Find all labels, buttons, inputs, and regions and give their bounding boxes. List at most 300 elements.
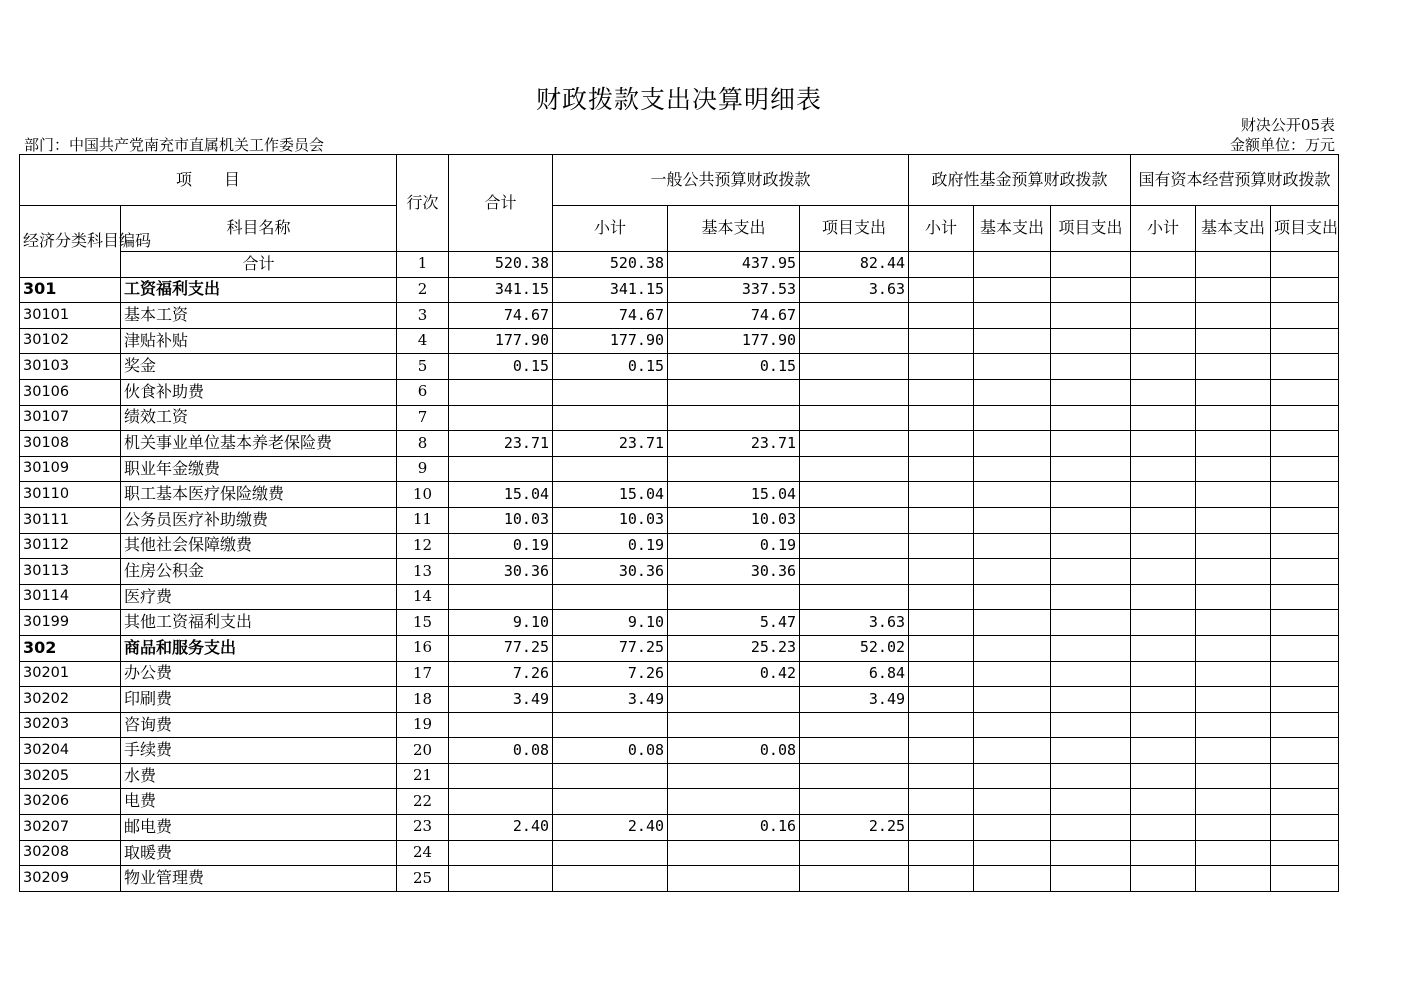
empty-cell — [1271, 252, 1339, 278]
row-name: 物业管理费 — [121, 866, 397, 892]
total-subtotal: 520.38 — [553, 252, 668, 278]
empty-cell — [1131, 687, 1196, 713]
empty-cell — [909, 303, 974, 329]
empty-cell — [1271, 277, 1339, 303]
row-code: 30113 — [20, 559, 121, 585]
empty-cell — [1131, 789, 1196, 815]
table-row — [20, 840, 1339, 866]
table-row — [20, 431, 1339, 457]
row-name: 机关事业单位基本养老保险费 — [121, 431, 397, 457]
row-project — [800, 456, 909, 482]
header-name: 科目名称 — [121, 206, 397, 252]
empty-cell — [1196, 738, 1271, 764]
empty-cell — [1131, 584, 1196, 610]
row-total — [449, 763, 553, 789]
empty-cell — [1051, 431, 1131, 457]
empty-cell — [1131, 303, 1196, 329]
header-state-capital: 国有资本经营预算财政拨款 — [1131, 155, 1339, 206]
table-row — [20, 763, 1339, 789]
table-row — [20, 610, 1339, 636]
empty-cell — [1131, 405, 1196, 431]
row-basic — [668, 405, 800, 431]
table-row — [20, 405, 1339, 431]
empty-cell — [974, 482, 1051, 508]
row-total: 77.25 — [449, 635, 553, 661]
row-project — [800, 559, 909, 585]
empty-cell — [1271, 584, 1339, 610]
row-total — [449, 379, 553, 405]
empty-cell — [1051, 610, 1131, 636]
empty-cell — [1051, 482, 1131, 508]
header-capital-basic: 基本支出 — [1196, 206, 1271, 252]
empty-cell — [1196, 866, 1271, 892]
row-project — [800, 405, 909, 431]
row-name: 邮电费 — [121, 815, 397, 841]
row-subtotal: 77.25 — [553, 635, 668, 661]
row-number: 9 — [397, 456, 449, 482]
row-total — [449, 584, 553, 610]
empty-cell — [909, 559, 974, 585]
table-row — [20, 635, 1339, 661]
empty-cell — [1051, 584, 1131, 610]
row-basic — [668, 866, 800, 892]
row-subtotal: 9.10 — [553, 610, 668, 636]
row-code: 30102 — [20, 328, 121, 354]
row-number: 11 — [397, 507, 449, 533]
row-code: 30205 — [20, 763, 121, 789]
row-project: 3.63 — [800, 610, 909, 636]
row-code: 30109 — [20, 456, 121, 482]
empty-cell — [974, 303, 1051, 329]
table-row — [20, 738, 1339, 764]
empty-cell — [1196, 712, 1271, 738]
row-project: 6.84 — [800, 661, 909, 687]
empty-cell — [1131, 507, 1196, 533]
empty-cell — [1051, 687, 1131, 713]
row-code: 30202 — [20, 687, 121, 713]
row-project — [800, 712, 909, 738]
empty-cell — [1196, 584, 1271, 610]
row-project — [800, 431, 909, 457]
row-number: 24 — [397, 840, 449, 866]
empty-cell — [909, 507, 974, 533]
table-row — [20, 303, 1339, 329]
empty-cell — [1196, 405, 1271, 431]
row-total — [449, 456, 553, 482]
empty-cell — [1196, 635, 1271, 661]
empty-cell — [1196, 789, 1271, 815]
row-name: 公务员医疗补助缴费 — [121, 507, 397, 533]
empty-cell — [1051, 328, 1131, 354]
empty-cell — [974, 405, 1051, 431]
empty-cell — [1131, 866, 1196, 892]
row-name: 办公费 — [121, 661, 397, 687]
row-basic: 15.04 — [668, 482, 800, 508]
empty-cell — [909, 815, 974, 841]
row-total: 177.90 — [449, 328, 553, 354]
row-project — [800, 763, 909, 789]
empty-cell — [909, 661, 974, 687]
empty-cell — [1196, 482, 1271, 508]
empty-cell — [1271, 712, 1339, 738]
row-code: 30207 — [20, 815, 121, 841]
empty-cell — [909, 687, 974, 713]
empty-cell — [1271, 635, 1339, 661]
total-total: 520.38 — [449, 252, 553, 278]
header-general-basic: 基本支出 — [668, 206, 800, 252]
row-subtotal — [553, 379, 668, 405]
row-number: 20 — [397, 738, 449, 764]
empty-cell — [1271, 840, 1339, 866]
row-code: 30204 — [20, 738, 121, 764]
row-code: 30206 — [20, 789, 121, 815]
empty-cell — [1271, 431, 1339, 457]
empty-cell — [1131, 431, 1196, 457]
empty-cell — [1196, 303, 1271, 329]
empty-cell — [974, 328, 1051, 354]
empty-cell — [974, 584, 1051, 610]
row-total: 10.03 — [449, 507, 553, 533]
row-project: 2.25 — [800, 815, 909, 841]
row-name: 咨询费 — [121, 712, 397, 738]
empty-cell — [1051, 303, 1131, 329]
empty-cell — [1131, 815, 1196, 841]
total-label: 合计 — [121, 252, 397, 278]
row-name: 医疗费 — [121, 584, 397, 610]
empty-cell — [1271, 815, 1339, 841]
table-row — [20, 354, 1339, 380]
row-project — [800, 584, 909, 610]
empty-cell — [1051, 456, 1131, 482]
empty-cell — [1131, 533, 1196, 559]
row-basic: 10.03 — [668, 507, 800, 533]
row-subtotal: 341.15 — [553, 277, 668, 303]
empty-cell — [1196, 559, 1271, 585]
empty-cell — [909, 840, 974, 866]
row-number: 18 — [397, 687, 449, 713]
row-total: 0.08 — [449, 738, 553, 764]
empty-cell — [1131, 840, 1196, 866]
empty-cell — [909, 456, 974, 482]
table-row — [20, 712, 1339, 738]
empty-cell — [1271, 328, 1339, 354]
row-name: 取暖费 — [121, 840, 397, 866]
row-name: 印刷费 — [121, 687, 397, 713]
table-row — [20, 584, 1339, 610]
row-number: 19 — [397, 712, 449, 738]
empty-cell — [1131, 252, 1196, 278]
row-subtotal: 74.67 — [553, 303, 668, 329]
row-project — [800, 840, 909, 866]
row-total: 341.15 — [449, 277, 553, 303]
table-row — [20, 559, 1339, 585]
empty-cell — [909, 431, 974, 457]
empty-cell — [1196, 354, 1271, 380]
empty-cell — [974, 559, 1051, 585]
empty-cell — [1131, 559, 1196, 585]
row-basic: 337.53 — [668, 277, 800, 303]
empty-cell — [1196, 379, 1271, 405]
row-basic: 5.47 — [668, 610, 800, 636]
row-basic — [668, 584, 800, 610]
empty-cell — [1051, 815, 1131, 841]
empty-cell — [909, 354, 974, 380]
row-basic — [668, 687, 800, 713]
row-subtotal: 177.90 — [553, 328, 668, 354]
empty-cell — [1131, 738, 1196, 764]
row-name: 职业年金缴费 — [121, 456, 397, 482]
row-number: 23 — [397, 815, 449, 841]
empty-cell — [974, 815, 1051, 841]
row-subtotal: 0.08 — [553, 738, 668, 764]
empty-cell — [1196, 687, 1271, 713]
row-total: 15.04 — [449, 482, 553, 508]
row-total: 30.36 — [449, 559, 553, 585]
empty-cell — [974, 738, 1051, 764]
empty-cell — [1051, 738, 1131, 764]
empty-cell — [1271, 405, 1339, 431]
empty-cell — [1131, 610, 1196, 636]
row-subtotal: 30.36 — [553, 559, 668, 585]
row-basic: 0.19 — [668, 533, 800, 559]
row-code: 30110 — [20, 482, 121, 508]
header-general-project: 项目支出 — [800, 206, 909, 252]
row-code: 30106 — [20, 379, 121, 405]
row-number: 17 — [397, 661, 449, 687]
row-basic: 30.36 — [668, 559, 800, 585]
empty-cell — [1131, 456, 1196, 482]
row-subtotal — [553, 763, 668, 789]
row-project — [800, 328, 909, 354]
empty-cell — [1051, 277, 1131, 303]
empty-cell — [974, 354, 1051, 380]
table-row — [20, 379, 1339, 405]
row-number: 4 — [397, 328, 449, 354]
row-code: 30103 — [20, 354, 121, 380]
row-subtotal: 3.49 — [553, 687, 668, 713]
row-basic — [668, 456, 800, 482]
empty-cell — [1131, 635, 1196, 661]
row-number: 6 — [397, 379, 449, 405]
header-fund-basic: 基本支出 — [974, 206, 1051, 252]
row-code: 30203 — [20, 712, 121, 738]
row-basic: 74.67 — [668, 303, 800, 329]
row-number: 25 — [397, 866, 449, 892]
row-name: 水费 — [121, 763, 397, 789]
table-row — [20, 866, 1339, 892]
row-project — [800, 507, 909, 533]
total-project: 82.44 — [800, 252, 909, 278]
empty-cell — [1196, 328, 1271, 354]
row-code: 30111 — [20, 507, 121, 533]
row-name: 基本工资 — [121, 303, 397, 329]
row-basic — [668, 379, 800, 405]
row-name: 其他社会保障缴费 — [121, 533, 397, 559]
empty-cell — [974, 840, 1051, 866]
row-code: 30108 — [20, 431, 121, 457]
header-fund-subtotal: 小计 — [909, 206, 974, 252]
row-basic: 0.08 — [668, 738, 800, 764]
row-name: 奖金 — [121, 354, 397, 380]
empty-cell — [1131, 277, 1196, 303]
empty-cell — [1051, 379, 1131, 405]
empty-cell — [974, 763, 1051, 789]
table-row — [20, 789, 1339, 815]
header-capital-project: 项目支出 — [1271, 206, 1339, 252]
row-total — [449, 789, 553, 815]
empty-cell — [909, 866, 974, 892]
empty-cell — [909, 405, 974, 431]
empty-cell — [909, 712, 974, 738]
row-subtotal: 0.15 — [553, 354, 668, 380]
row-total: 74.67 — [449, 303, 553, 329]
empty-cell — [1131, 712, 1196, 738]
row-subtotal — [553, 584, 668, 610]
empty-cell — [1131, 661, 1196, 687]
empty-cell — [1051, 405, 1131, 431]
empty-cell — [974, 277, 1051, 303]
header-code: 经济分类科目编码 — [20, 206, 121, 278]
row-subtotal: 0.19 — [553, 533, 668, 559]
empty-cell — [1051, 559, 1131, 585]
empty-cell — [909, 379, 974, 405]
empty-cell — [909, 482, 974, 508]
empty-cell — [1196, 815, 1271, 841]
row-number: 2 — [397, 277, 449, 303]
table-row — [20, 482, 1339, 508]
row-basic — [668, 789, 800, 815]
row-subtotal: 15.04 — [553, 482, 668, 508]
empty-cell — [1051, 789, 1131, 815]
empty-cell — [909, 328, 974, 354]
empty-cell — [974, 712, 1051, 738]
empty-cell — [1131, 328, 1196, 354]
header-general-subtotal: 小计 — [553, 206, 668, 252]
row-code: 30199 — [20, 610, 121, 636]
empty-cell — [1051, 252, 1131, 278]
empty-cell — [974, 635, 1051, 661]
empty-cell — [1051, 712, 1131, 738]
empty-cell — [1131, 379, 1196, 405]
form-number: 财决公开05表 — [1240, 116, 1335, 134]
row-name: 商品和服务支出 — [121, 635, 397, 661]
empty-cell — [1131, 763, 1196, 789]
table-row — [20, 661, 1339, 687]
empty-cell — [1196, 456, 1271, 482]
empty-cell — [909, 789, 974, 815]
row-basic: 0.15 — [668, 354, 800, 380]
row-project — [800, 482, 909, 508]
empty-cell — [1196, 763, 1271, 789]
empty-cell — [1051, 533, 1131, 559]
row-subtotal: 23.71 — [553, 431, 668, 457]
empty-cell — [1271, 533, 1339, 559]
row-total: 3.49 — [449, 687, 553, 713]
empty-cell — [909, 635, 974, 661]
row-basic — [668, 763, 800, 789]
empty-cell — [974, 252, 1051, 278]
row-number: 7 — [397, 405, 449, 431]
row-basic — [668, 840, 800, 866]
row-subtotal — [553, 789, 668, 815]
empty-cell — [1131, 482, 1196, 508]
total-row — [20, 252, 1339, 278]
table-row — [20, 687, 1339, 713]
row-name: 电费 — [121, 789, 397, 815]
row-name: 绩效工资 — [121, 405, 397, 431]
amount-unit-label: 金额单位：万元 — [1229, 136, 1335, 154]
empty-cell — [974, 456, 1051, 482]
row-total — [449, 405, 553, 431]
row-basic: 25.23 — [668, 635, 800, 661]
report-title: 财政拨款支出决算明细表 — [535, 85, 822, 114]
empty-cell — [1271, 507, 1339, 533]
row-basic — [668, 712, 800, 738]
header-row-no: 行次 — [397, 155, 449, 252]
empty-cell — [1271, 482, 1339, 508]
empty-cell — [1131, 354, 1196, 380]
total-row-no: 1 — [397, 252, 449, 278]
row-number: 3 — [397, 303, 449, 329]
row-basic: 23.71 — [668, 431, 800, 457]
row-name: 工资福利支出 — [121, 277, 397, 303]
empty-cell — [1196, 431, 1271, 457]
row-basic: 0.42 — [668, 661, 800, 687]
empty-cell — [1271, 354, 1339, 380]
row-code: 30209 — [20, 866, 121, 892]
empty-cell — [909, 584, 974, 610]
row-subtotal — [553, 840, 668, 866]
row-total: 23.71 — [449, 431, 553, 457]
table-row — [20, 328, 1339, 354]
empty-cell — [1196, 252, 1271, 278]
row-number: 15 — [397, 610, 449, 636]
empty-cell — [1196, 840, 1271, 866]
department-label: 部门：中国共产党南充市直属机关工作委员会 — [24, 136, 325, 154]
table-row — [20, 815, 1339, 841]
table-row — [20, 456, 1339, 482]
row-code: 30114 — [20, 584, 121, 610]
empty-cell — [1196, 610, 1271, 636]
row-number: 8 — [397, 431, 449, 457]
table-row — [20, 507, 1339, 533]
row-project — [800, 379, 909, 405]
row-total — [449, 840, 553, 866]
empty-cell — [909, 252, 974, 278]
row-total: 7.26 — [449, 661, 553, 687]
row-project: 3.63 — [800, 277, 909, 303]
row-project — [800, 354, 909, 380]
empty-cell — [1271, 789, 1339, 815]
empty-cell — [909, 763, 974, 789]
row-number: 21 — [397, 763, 449, 789]
empty-cell — [1271, 661, 1339, 687]
empty-cell — [974, 379, 1051, 405]
empty-cell — [1271, 866, 1339, 892]
row-name: 伙食补助费 — [121, 379, 397, 405]
row-total: 0.15 — [449, 354, 553, 380]
header-item: 项 目 — [20, 155, 397, 206]
header-capital-subtotal: 小计 — [1131, 206, 1196, 252]
row-subtotal: 7.26 — [553, 661, 668, 687]
row-project — [800, 303, 909, 329]
empty-cell — [1271, 379, 1339, 405]
row-number: 5 — [397, 354, 449, 380]
empty-cell — [1271, 303, 1339, 329]
empty-cell — [974, 431, 1051, 457]
empty-cell — [909, 738, 974, 764]
row-subtotal — [553, 405, 668, 431]
